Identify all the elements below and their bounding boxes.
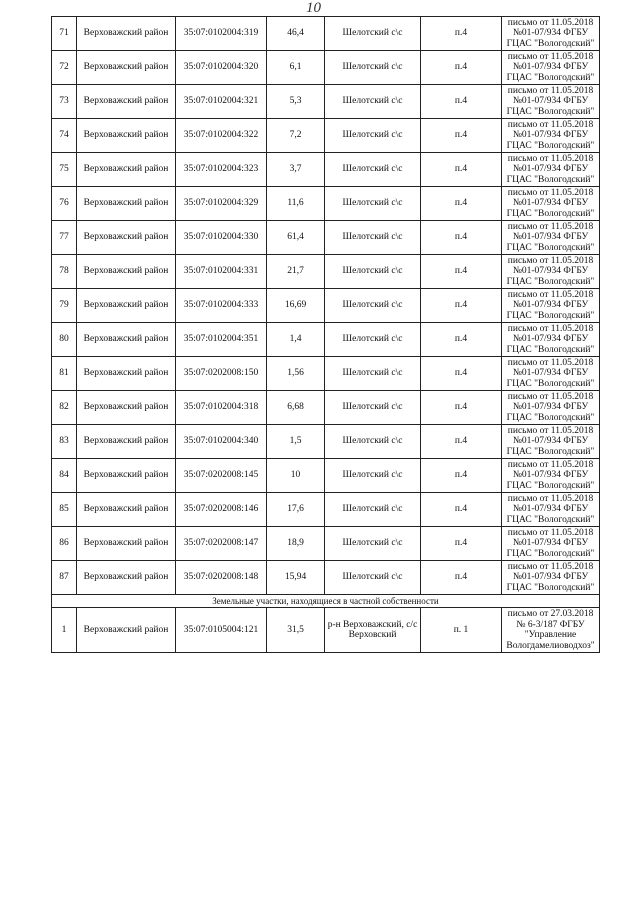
section-title: Земельные участки, находящиеся в частной собственности [52,595,600,608]
document-line: №01-07/934 ФГБУ [512,96,589,107]
cell-cadastral-number: 35:07:0102004:333 [176,289,267,323]
cell-area: 6,1 [267,51,325,85]
cell-number: 75 [52,153,77,187]
cell-cadastral-number: 35:07:0102004:321 [176,85,267,119]
document-line: письмо от 11.05.2018 [507,527,594,538]
table-row [52,187,600,221]
cell-item: п.4 [421,255,502,289]
cell-district: Верховажский район [77,323,176,357]
cell-cadastral-number: 35:07:0102004:323 [176,153,267,187]
cell-cadastral-number: 35:07:0102004:329 [176,187,267,221]
document-line: №01-07/934 ФГБУ [512,538,589,549]
document-line: письмо от 11.05.2018 [507,323,594,334]
cell-district: Верховажский район [77,561,176,595]
document-line: ГЦАС "Вологодский" [506,514,595,525]
document-line: ГЦАС "Вологодский" [506,412,595,423]
table-row [52,493,600,527]
cell-number: 1 [52,608,77,653]
document-line: письмо от 11.05.2018 [507,561,594,572]
cell-area: 15,94 [267,561,325,595]
cell-area: 21,7 [267,255,325,289]
cell-area: 46,4 [267,17,325,51]
document-line: письмо от 11.05.2018 [507,289,594,300]
table-row [52,391,600,425]
cell-document [502,459,600,493]
cell-location: Шелотский с\с [325,323,421,357]
table-row [52,255,600,289]
cell-number: 87 [52,561,77,595]
cell-number: 77 [52,221,77,255]
document-line: ГЦАС "Вологодский" [506,310,595,321]
table-row [52,608,600,653]
document-line: №01-07/934 ФГБУ [512,232,589,243]
cell-document [502,608,600,653]
document-line: ГЦАС "Вологодский" [506,276,595,287]
cell-document [502,391,600,425]
section-header-row [52,595,600,608]
cell-number: 72 [52,51,77,85]
cell-cadastral-number: 35:07:0202008:148 [176,561,267,595]
cell-district: Верховажский район [77,425,176,459]
cell-number: 76 [52,187,77,221]
cell-district: Верховажский район [77,459,176,493]
cell-district: Верховажский район [77,527,176,561]
cell-location: Шелотский с\с [325,119,421,153]
document-line: №01-07/934 ФГБУ [512,266,589,277]
cell-area: 3,7 [267,153,325,187]
document-line: №01-07/934 ФГБУ [512,504,589,515]
cell-document [502,119,600,153]
document-line: №01-07/934 ФГБУ [512,130,589,141]
cell-cadastral-number: 35:07:0102004:320 [176,51,267,85]
table-row [52,85,600,119]
cell-location: Шелотский с\с [325,527,421,561]
document-line: №01-07/934 ФГБУ [512,368,589,379]
document-line: №01-07/934 ФГБУ [512,198,589,209]
cell-cadastral-number: 35:07:0202008:147 [176,527,267,561]
cell-area: 5,3 [267,85,325,119]
cell-location: Шелотский с\с [325,391,421,425]
cell-area: 1,56 [267,357,325,391]
cell-document [502,527,600,561]
cell-document [502,51,600,85]
cell-number: 73 [52,85,77,119]
cell-cadastral-number: 35:07:0102004:330 [176,221,267,255]
cell-area: 16,69 [267,289,325,323]
document-line: №01-07/934 ФГБУ [512,300,589,311]
cell-cadastral-number: 35:07:0202008:145 [176,459,267,493]
cell-document [502,493,600,527]
document-line: письмо от 27.03.2018 [507,609,594,619]
document-line: ГЦАС "Вологодский" [506,72,595,83]
cell-item: п.4 [421,153,502,187]
cell-location: р-н Верховажский, с/с Верховский [325,608,421,653]
cell-number: 78 [52,255,77,289]
table-row [52,425,600,459]
document-line: №01-07/934 ФГБУ [512,402,589,413]
cell-location: Шелотский с\с [325,561,421,595]
document-line: "Управление [524,630,577,640]
cell-item: п.4 [421,459,502,493]
cell-item: п.4 [421,527,502,561]
cell-item: п.4 [421,187,502,221]
cell-item: п.4 [421,17,502,51]
document-line: письмо от 11.05.2018 [507,493,594,504]
cell-district: Верховажский район [77,608,176,653]
table-row [52,17,600,51]
cell-cadastral-number: 35:07:0105004:121 [176,608,267,653]
document-line: №01-07/934 ФГБУ [512,28,589,39]
cell-area: 11,6 [267,187,325,221]
document-line: Вологдамелиоводхоз" [506,640,595,651]
document-line: №01-07/934 ФГБУ [512,62,589,73]
document-line: №01-07/934 ФГБУ [512,572,589,583]
cell-district: Верховажский район [77,289,176,323]
cell-item: п.4 [421,357,502,391]
cell-location: Шелотский с\с [325,51,421,85]
table-row [52,221,600,255]
cell-number: 86 [52,527,77,561]
cell-cadastral-number: 35:07:0202008:146 [176,493,267,527]
document-line: письмо от 11.05.2018 [507,255,594,266]
document-line: письмо от 11.05.2018 [507,85,594,96]
cell-area: 31,5 [267,608,325,653]
cell-district: Верховажский район [77,255,176,289]
document-line: ГЦАС "Вологодский" [506,242,595,253]
page-number: 10 [306,0,321,16]
cell-item: п.4 [421,425,502,459]
table-row [52,561,600,595]
cell-area: 18,9 [267,527,325,561]
cell-location: Шелотский с\с [325,17,421,51]
cell-location: Шелотский с\с [325,187,421,221]
document-line: письмо от 11.05.2018 [507,119,594,130]
cell-area: 17,6 [267,493,325,527]
table-row [52,119,600,153]
cell-area: 61,4 [267,221,325,255]
cell-item: п. 1 [421,608,502,653]
cell-district: Верховажский район [77,187,176,221]
cell-cadastral-number: 35:07:0102004:331 [176,255,267,289]
cell-cadastral-number: 35:07:0102004:351 [176,323,267,357]
cell-district: Верховажский район [77,17,176,51]
cell-district: Верховажский район [77,493,176,527]
cell-number: 79 [52,289,77,323]
cell-document [502,17,600,51]
land-plots-table [51,16,600,653]
cell-document [502,425,600,459]
cell-district: Верховажский район [77,357,176,391]
document-line: ГЦАС "Вологодский" [506,446,595,457]
cell-item: п.4 [421,493,502,527]
document-line: ГЦАС "Вологодский" [506,208,595,219]
document-line: ГЦАС "Вологодский" [506,106,595,117]
document-line: ГЦАС "Вологодский" [506,378,595,389]
cell-location: Шелотский с\с [325,459,421,493]
document-line: ГЦАС "Вологодский" [506,582,595,593]
cell-location: Шелотский с\с [325,153,421,187]
cell-location: Шелотский с\с [325,221,421,255]
document-line: письмо от 11.05.2018 [507,51,594,62]
cell-area: 6,68 [267,391,325,425]
table-row [52,323,600,357]
document-line: письмо от 11.05.2018 [507,187,594,198]
table-row [52,51,600,85]
cell-number: 80 [52,323,77,357]
cell-district: Верховажский район [77,85,176,119]
document-line: №01-07/934 ФГБУ [512,470,589,481]
document-line: №01-07/934 ФГБУ [512,436,589,447]
table-row [52,527,600,561]
cell-district: Верховажский район [77,153,176,187]
document-line: письмо от 11.05.2018 [507,391,594,402]
table-row [52,289,600,323]
document-line: ГЦАС "Вологодский" [506,38,595,49]
cell-district: Верховажский район [77,119,176,153]
cell-document [502,255,600,289]
cell-document [502,153,600,187]
cell-number: 84 [52,459,77,493]
cell-document [502,357,600,391]
table-row [52,153,600,187]
cell-district: Верховажский район [77,51,176,85]
cell-number: 71 [52,17,77,51]
cell-item: п.4 [421,289,502,323]
cell-district: Верховажский район [77,391,176,425]
cell-item: п.4 [421,51,502,85]
document-line: письмо от 11.05.2018 [507,153,594,164]
cell-location: Шелотский с\с [325,255,421,289]
cell-document [502,85,600,119]
cell-item: п.4 [421,561,502,595]
cell-document [502,561,600,595]
cell-number: 85 [52,493,77,527]
document-line: ГЦАС "Вологодский" [506,174,595,185]
cell-cadastral-number: 35:07:0102004:318 [176,391,267,425]
document-line: ГЦАС "Вологодский" [506,140,595,151]
cell-area: 10 [267,459,325,493]
cell-document [502,221,600,255]
cell-location: Шелотский с\с [325,85,421,119]
cell-number: 83 [52,425,77,459]
cell-area: 7,2 [267,119,325,153]
cell-location: Шелотский с\с [325,357,421,391]
cell-area: 1,5 [267,425,325,459]
cell-cadastral-number: 35:07:0202008:150 [176,357,267,391]
cell-cadastral-number: 35:07:0102004:322 [176,119,267,153]
document-line: ГЦАС "Вологодский" [506,344,595,355]
table-row [52,357,600,391]
cell-document [502,323,600,357]
cell-cadastral-number: 35:07:0102004:340 [176,425,267,459]
cell-location: Шелотский с\с [325,493,421,527]
cell-location: Шелотский с\с [325,425,421,459]
cell-document [502,289,600,323]
document-line: ГЦАС "Вологодский" [506,480,595,491]
table-body [52,17,600,653]
cell-area: 1,4 [267,323,325,357]
document-line: ГЦАС "Вологодский" [506,548,595,559]
document-line: №01-07/934 ФГБУ [512,164,589,175]
cell-number: 82 [52,391,77,425]
cell-cadastral-number: 35:07:0102004:319 [176,17,267,51]
cell-item: п.4 [421,85,502,119]
cell-item: п.4 [421,391,502,425]
cell-item: п.4 [421,119,502,153]
cell-district: Верховажский район [77,221,176,255]
cell-number: 81 [52,357,77,391]
document-line: №01-07/934 ФГБУ [512,334,589,345]
document-line: письмо от 11.05.2018 [507,459,594,470]
cell-item: п.4 [421,323,502,357]
cell-item: п.4 [421,221,502,255]
table-row [52,459,600,493]
document-line: письмо от 11.05.2018 [507,425,594,436]
cell-number: 74 [52,119,77,153]
document-line: № 6-3/187 ФГБУ [516,619,585,630]
cell-location: Шелотский с\с [325,289,421,323]
document-line: письмо от 11.05.2018 [507,221,594,232]
cell-document [502,187,600,221]
document-line: письмо от 11.05.2018 [507,357,594,368]
document-line: письмо от 11.05.2018 [507,17,594,28]
